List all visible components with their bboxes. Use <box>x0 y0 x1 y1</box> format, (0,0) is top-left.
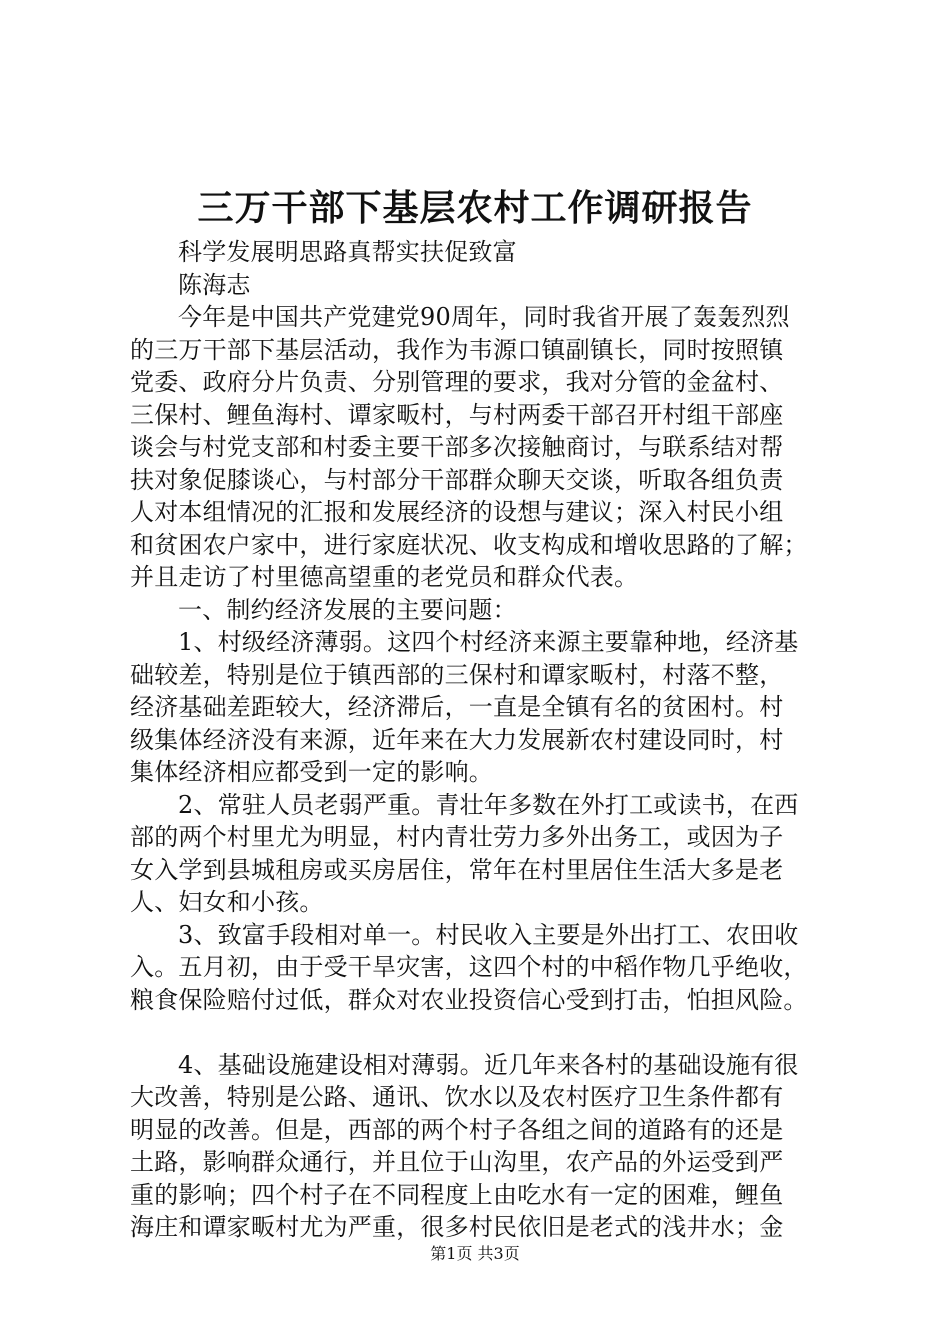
body-line: 础较差，特别是位于镇西部的三保村和谭家畈村，村落不整， <box>130 660 784 689</box>
body-line: 海庄和谭家畈村尤为严重，很多村民依旧是老式的浅井水；金 <box>130 1213 784 1241</box>
body-line: 党委、政府分片负责、分别管理的要求，我对分管的金盆村、 <box>130 368 784 396</box>
body-line: 土路，影响群众通行，并且位于山沟里，农产品的外运受到严 <box>130 1148 784 1176</box>
body-line: 和贫困农户家中，进行家庭状况、收支构成和增收思路的了解； <box>130 530 808 559</box>
body-line: 并且走访了村里德高望重的老党员和群众代表。 <box>130 563 639 591</box>
body-line: 今年是中国共产党建党90周年，同时我省开展了轰轰烈烈 <box>178 303 790 331</box>
body-line: 人对本组情况的汇报和发展经济的设想与建议；深入村民小组 <box>130 498 784 526</box>
body-line: 人、妇女和小孩。 <box>130 888 324 916</box>
body-line: 粮食保险赔付过低，群众对农业投资信心受到打击，怕担风险。 <box>130 985 808 1014</box>
body-line: 1、村级经济薄弱。这四个村经济来源主要靠种地，经济基 <box>178 628 799 656</box>
document-title: 三万干部下基层农村工作调研报告 <box>197 187 753 229</box>
page-footer: 第1页 共3页 <box>430 1244 520 1263</box>
body-line: 4、基础设施建设相对薄弱。近几年来各村的基础设施有很 <box>178 1050 799 1079</box>
body-line: 重的影响；四个村子在不同程度上由吃水有一定的困难，鲤鱼 <box>130 1180 784 1209</box>
body-line: 入。五月初，由于受干旱灾害，这四个村的中稻作物几乎绝收， <box>130 953 808 981</box>
document-body <box>130 236 850 1244</box>
body-line: 谈会与村党支部和村委主要干部多次接触商讨，与联系结对帮 <box>130 433 784 461</box>
body-line: 扶对象促膝谈心，与村部分干部群众聊天交谈，听取各组负责 <box>130 465 784 494</box>
body-line: 明显的改善。但是，西部的两个村子各组之间的道路有的还是 <box>130 1115 784 1144</box>
blank-line <box>130 1016 850 1049</box>
body-line: 经济基础差距较大，经济滞后，一直是全镇有名的贫困村。村 <box>130 693 784 721</box>
body-line: 2、常驻人员老弱严重。青壮年多数在外打工或读书，在西 <box>178 790 799 819</box>
body-line: 部的两个村里尤为明显，村内青壮劳力多外出务工，或因为子 <box>130 823 784 851</box>
body-line: 一、制约经济发展的主要问题： <box>178 595 517 624</box>
body-line: 三保村、鲤鱼海村、谭家畈村，与村两委干部召开村组干部座 <box>130 400 784 429</box>
body-line: 陈海志 <box>178 270 251 299</box>
body-line: 集体经济相应都受到一定的影响。 <box>130 758 493 786</box>
body-line: 科学发展明思路真帮实扶促致富 <box>178 238 517 266</box>
body-line: 的三万干部下基层活动，我作为韦源口镇副镇长，同时按照镇 <box>130 335 784 364</box>
body-line: 3、致富手段相对单一。村民收入主要是外出打工、农田收 <box>178 920 799 949</box>
body-line: 女入学到县城租房或买房居住，常年在村里居住生活大多是老 <box>130 855 784 884</box>
body-line: 大改善，特别是公路、通讯、饮水以及农村医疗卫生条件都有 <box>130 1083 784 1111</box>
body-line: 级集体经济没有来源，近年来在大力发展新农村建设同时，村 <box>130 725 784 754</box>
